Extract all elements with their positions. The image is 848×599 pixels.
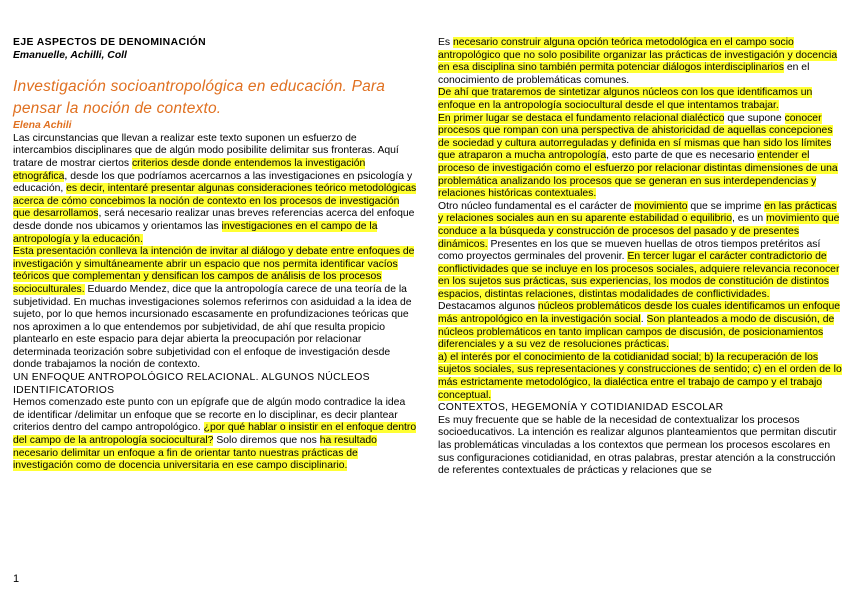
highlighted-text: necesario construir alguna opción teórica metodológica en el campo socio antropológico que no solo posibilite organizar las prácticas de investigación y docencia en esa disciplina sino también permita potenciar diálogos interdisciplinarios <box>438 37 838 74</box>
highlighted-text: a) el interés por el conocimiento de la cotidianidad social; b) la recuperación de los sujetos sociales, sus representaciones y construcciones de sentido; c) en el orden de lo más estrictamente metodológico, la dialéctica entre el trabajo de campo y el trabajo conceptual. <box>438 351 842 401</box>
text-run: que se imprime <box>687 200 765 212</box>
text-run: Destacamos algunos <box>438 301 538 313</box>
document-header: EJE ASPECTOS DE DENOMINACIÓN <box>13 37 207 48</box>
text-run: Presentes en los que se mueven huellas de otros tiempos pretéritos así como proyectos germinales del provenir. <box>438 238 821 263</box>
highlighted-text: movimiento que conduce a la búsqueda y construcción de procesos del pasado y de presentes dinámicos. <box>438 213 840 250</box>
header-authors: Emanuelle, Achilli, Coll <box>13 49 127 61</box>
highlighted-text: movimiento <box>634 200 688 212</box>
article-title: Investigación socioantropológica en educación. Para pensar la noción de contexto. <box>13 78 386 118</box>
page-number: 1 <box>13 573 20 585</box>
text-run: , esto parte de que es necesario <box>606 150 758 162</box>
text-run: Hemos comenzado este punto con un epígrafe que de algún modo contradice la idea de identificar /delimitar un enfoque que se recorte en lo disciplinar, es decir plantear criterios dentro del campo antropológico. <box>13 397 406 434</box>
highlighted-text: criterios desde donde entendemos la investigación etnográfica <box>13 157 366 182</box>
text-run: , será necesario realizar unas breves referencias acerca del enfoque desde donde nos ubicamos y orientamos las <box>13 208 415 232</box>
paragraph <box>438 201 843 302</box>
highlighted-text: En tercer lugar el carácter contradictorio de conflictividades que se incluye en los procesos sociales, adquiere relevancia reconocer en los sujetos sus prácticas, sus experiencias, los modos de constitución de distintos espacios, distintas relaciones, distintas modalidades de conflictividades. <box>438 251 840 300</box>
highlighted-text: es decir, intentaré presentar algunas consideraciones teórico metodológicas acerca de cómo concebimos la noción de contexto en los procesos de investigación que desarrollamos <box>13 183 417 220</box>
paragraph <box>438 37 843 87</box>
paragraph <box>13 246 418 372</box>
text-run: Otro núcleo fundamental es el carácter de <box>438 200 635 212</box>
text-run: en el conocimiento de problemáticas comunes. <box>438 62 810 86</box>
highlighted-text: En primer lugar se destaca el fundamento relacional dialéctico <box>438 112 725 124</box>
paragraph <box>438 415 843 478</box>
left-column <box>13 37 418 473</box>
text-run: , desde los que podríamos acercarnos a las investigaciones en psicología y educación, <box>13 170 413 195</box>
paragraph <box>13 133 418 246</box>
highlighted-text: ha resultado necesario delimitar un enfoque a fin de orientar tanto nuestras prácticas de investigación como de docencia universitaria en ese campo disciplinario. <box>13 435 377 472</box>
paragraph <box>438 352 843 402</box>
highlighted-text: Son planteados a modo de discusión, de núcleos problemáticos en tanto implican campos de discusión, de posicionamientos diferenciales y a su vez de resoluciones prácticas. <box>438 314 835 351</box>
highlighted-text: núcleos problemáticos desde los cuales identificamos un enfoque más antropológico en la investigación social <box>438 301 841 326</box>
highlighted-text: entender el proceso de investigación como el esfuerzo por relacionar distintas dimensiones de una problemática analizando los procesos que se generan en sus interdependencias y relaciones históricas contextuales. <box>438 150 838 200</box>
highlighted-text: Esta presentación conlleva la intención de invitar al diálogo y debate entre enfoques de investigación y simultáneamente abrir un espacio que nos permita identificar vacíos teóricos que complementan y densifican los campos de análisis de los procesos socioculturales. <box>13 246 415 295</box>
section-heading: UN ENFOQUE ANTROPOLÓGICO RELACIONAL. ALGUNOS NÚCLEOS IDENTIFICATORIOS <box>13 372 370 396</box>
paragraph <box>438 113 843 201</box>
text-run: Las circunstancias que llevan a realizar este texto suponen un esfuerzo de intercambios disciplinares que de algún modo posibilite delimitar sus fronteras. Aquí tratare de mostrar ciertos <box>13 132 399 169</box>
highlighted-text: conocer procesos que rompan con una perspectiva de ahistoricidad de aquellas concepciones de sociedad y cultura autorreguladas y definida en sí mismas que han sido los límites que atraparon a mucha antropología <box>438 112 833 162</box>
paragraph <box>438 87 843 112</box>
highlighted-text: De ahí que trataremos de sintetizar algunos núcleos con los que identificamos un enfoque en la antropología sociocultural desde el que intentamos trabajar. <box>438 87 813 111</box>
text-run: Es <box>438 37 454 48</box>
paragraph <box>438 301 843 351</box>
text-run: Eduardo Mendez, dice que la antropología carece de una teoría de la subjetividad. En muchas investigaciones solemos referirnos con asiduidad a la idea de sujeto, por lo que hemos incursionado escasamente en profundizaciones teóricas que nos aproximen a lo que entendemos por subjetividad, de ahí que resulta propicio plantearlo en este espacio para dejar abierta la preocupación por relacionar determinada teorización sobre subjetividad con el enfoque de investigación desde donde trabajamos la noción de contexto. <box>13 283 412 371</box>
article-author: Elena Achili <box>13 120 72 132</box>
text-run: . <box>640 314 647 326</box>
highlighted-text: investigaciones en el campo de la antropología y la educación. <box>13 220 378 245</box>
right-column <box>438 37 843 478</box>
text-run: que supone <box>724 112 785 124</box>
section-heading: CONTEXTOS, HEGEMONÍA Y COTIDIANIDAD ESCOLAR <box>438 402 724 414</box>
text-run: , es un <box>732 213 767 225</box>
text-run: Solo diremos que nos <box>213 435 320 447</box>
paragraph <box>13 397 418 473</box>
text-run: Es muy frecuente que se hable de la necesidad de contextualizar los procesos socioeducativos. La intención es realizar algunos planteamientos que permitan discutir las problemáticas vinculadas a los contextos que permean los procesos escolares en sus configuraciones cotidianidad, en otras palabras, prestar atención a la construcción de referentes contextuales de prácticas y relaciones que se <box>438 414 837 477</box>
highlighted-text: ¿por qué hablar o insistir en el enfoque dentro del campo de la antropología sociocultural? <box>13 422 417 447</box>
highlighted-text: en las prácticas y relaciones sociales aun en su aparente estabilidad o equilibrio <box>438 200 837 225</box>
